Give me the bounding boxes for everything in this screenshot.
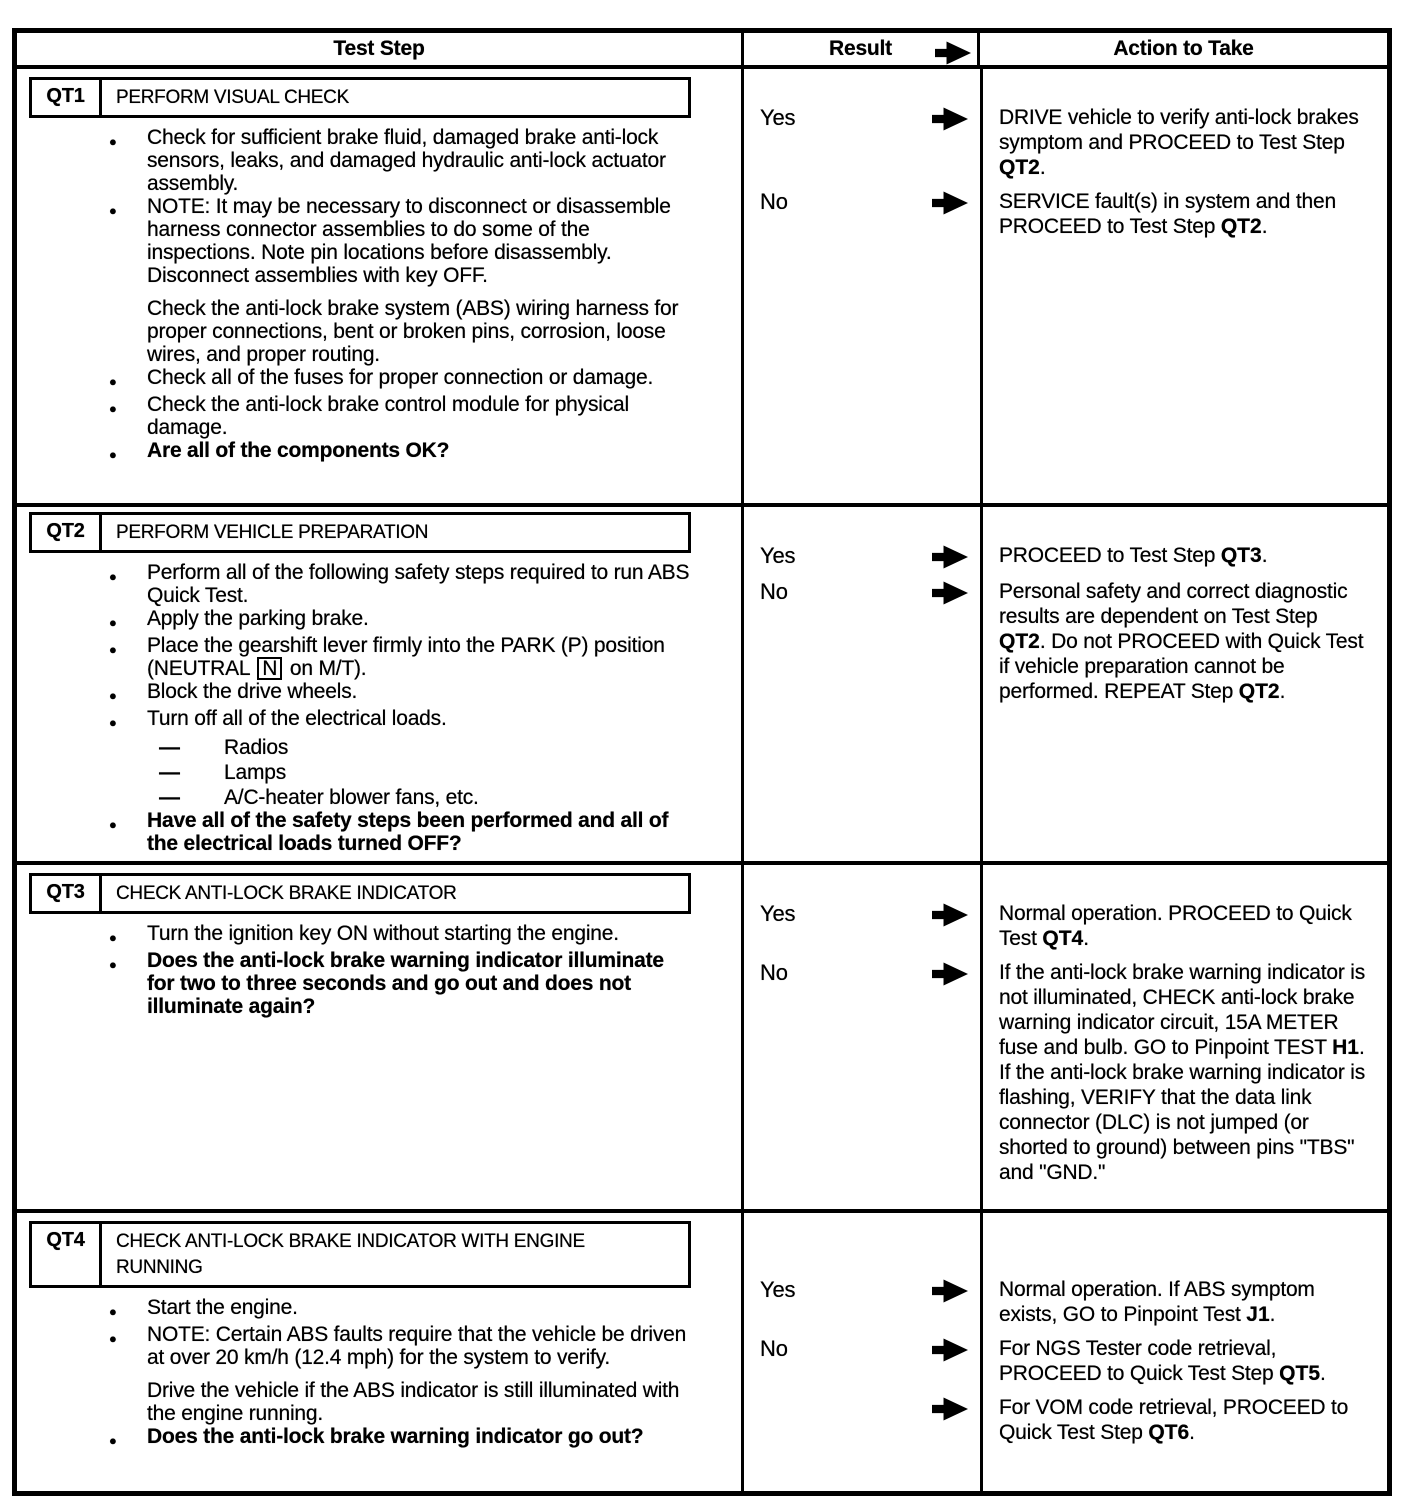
text-segment: . Do not PROCEED with Quick Test if vehicle preparation cannot be performed. REPEAT Step	[999, 630, 1364, 703]
result-label: No	[760, 1336, 788, 1361]
item-text	[147, 680, 691, 707]
bullet-icon: ●	[109, 447, 117, 462]
test-step-cell	[17, 865, 744, 1209]
column-header-result	[744, 33, 980, 65]
text-segment: For NGS Tester code retrieval, PROCEED to Quick Test Step	[999, 1337, 1280, 1385]
text-segment: QT5	[1279, 1362, 1320, 1385]
result-branch	[744, 1277, 1387, 1327]
result-action-cell	[744, 507, 1387, 861]
text-segment: PROCEED to Test Step	[999, 544, 1221, 567]
test-step-cell	[17, 1213, 744, 1491]
result-branch	[744, 543, 1387, 570]
bullet-icon: ●	[109, 374, 117, 389]
text-segment: A/C-heater blower fans, etc.	[224, 786, 479, 809]
bullet-item	[109, 707, 691, 734]
text-segment: Check the anti-lock brake control module for physical damage.	[147, 393, 629, 439]
item-text	[147, 439, 691, 466]
bullet-icon: ●	[109, 1331, 117, 1346]
bullet-icon: ●	[109, 715, 117, 730]
diagnostic-quick-test-table	[12, 28, 1392, 1496]
text-segment: QT2	[999, 630, 1040, 653]
item-text	[224, 761, 691, 784]
result-cell	[744, 1277, 980, 1327]
test-row-qt4	[17, 1209, 1387, 1491]
text-segment: Normal operation. If ABS symptom exists, GO to Pinpoint Test	[999, 1278, 1315, 1326]
action-text	[980, 1277, 1387, 1327]
item-text	[147, 1379, 691, 1425]
bullet-item	[109, 1296, 691, 1323]
spacer	[109, 297, 147, 366]
arrow-icon	[932, 961, 968, 987]
result-cell	[744, 543, 980, 570]
result-branch	[744, 1395, 1387, 1445]
paragraph-item	[109, 297, 691, 366]
text-segment: Does the anti-lock brake warning indicator illuminate for two to three seconds and go out and does not illuminate again?	[147, 949, 664, 1018]
text-segment: NOTE: Certain ABS faults require that the vehicle be driven at over 20 km/h (12.4 mph) for the system to verify.	[147, 1323, 687, 1369]
test-row-qt2	[17, 503, 1387, 861]
item-text	[147, 707, 691, 734]
bullet-item	[109, 922, 691, 949]
text-segment: QT3	[1220, 544, 1262, 567]
bullet-icon: ●	[109, 817, 117, 832]
bullet-item	[109, 680, 691, 707]
bullet-item	[109, 634, 691, 680]
result-branch	[744, 1336, 1387, 1386]
text-segment: Check the anti-lock brake system (ABS) wiring harness for proper connections, bent or broken pins, corrosion, loose wires, and proper routing.	[147, 297, 679, 366]
text-segment: . If the anti-lock brake warning indicator is flashing, VERIFY that the data link connector (DLC) is not jumped (or shorted to ground) between pins "TBS" and "GND."	[999, 1036, 1366, 1184]
test-step-title: PERFORM VEHICLE PREPARATION	[116, 522, 429, 543]
test-step-id: QT1	[32, 80, 102, 115]
test-step-title: PERFORM VISUAL CHECK	[116, 87, 349, 108]
arrow-icon	[932, 106, 968, 132]
result-label: No	[760, 189, 788, 214]
text-segment: Check for sufficient brake fluid, damaged brake anti-lock sensors, leaks, and damaged hydraulic anti-lock actuator assembly.	[147, 126, 666, 195]
result-label: Yes	[760, 105, 796, 130]
bullet-icon: ●	[109, 1433, 117, 1448]
text-segment: QT4	[1042, 927, 1084, 950]
text-segment: Are all of the components OK?	[147, 439, 450, 462]
arrow-icon	[932, 1396, 968, 1422]
test-step-header-band	[29, 77, 691, 118]
item-text	[147, 1425, 691, 1452]
text-segment: NOTE: It may be necessary to disconnect or disassemble harness connector assemblies to do some of the inspections. Note pin locations before disassembly. Disconnect assemblies with key OFF.	[147, 195, 671, 287]
result-label: Yes	[760, 1277, 796, 1302]
bullet-item	[109, 949, 691, 1018]
bullet-icon: ●	[109, 688, 117, 703]
arrow-icon	[932, 1278, 968, 1304]
result-branch	[744, 901, 1387, 951]
test-step-title: CHECK ANTI-LOCK BRAKE INDICATOR	[116, 883, 457, 904]
item-text	[224, 736, 691, 759]
result-action-cell	[744, 1213, 1387, 1491]
arrow-icon	[932, 190, 968, 216]
bullet-item	[109, 1425, 691, 1452]
text-segment: Block the drive wheels.	[147, 680, 358, 703]
result-branch	[744, 105, 1387, 180]
dash-icon: —	[159, 736, 180, 759]
text-segment: Have all of the safety steps been performed and all of the electrical loads turned OFF?	[147, 809, 669, 855]
dash-item	[159, 786, 691, 809]
item-text	[147, 195, 691, 287]
text-segment: Drive the vehicle if the ABS indicator is still illuminated with the engine running.	[147, 1379, 680, 1425]
item-text	[224, 786, 691, 809]
action-text	[980, 189, 1387, 239]
result-cell	[744, 105, 980, 180]
text-segment: Start the engine.	[147, 1296, 298, 1319]
bullet-item	[109, 439, 691, 466]
item-text	[147, 1296, 691, 1323]
item-text	[147, 366, 691, 393]
text-segment: Normal operation. PROCEED to Quick Test	[999, 902, 1352, 950]
bullet-icon: ●	[109, 957, 117, 972]
text-segment: For VOM code retrieval, PROCEED to Quick Test Step	[999, 1396, 1349, 1444]
column-header-test-step	[17, 33, 744, 65]
action-text	[980, 1395, 1387, 1445]
test-step-instructions	[17, 922, 691, 1018]
item-text	[147, 1323, 691, 1369]
bullet-item	[109, 561, 691, 607]
action-text	[980, 579, 1387, 704]
table-body	[17, 69, 1387, 1491]
test-step-id: QT4	[32, 1224, 102, 1285]
text-segment: .	[1261, 544, 1268, 567]
bullet-icon: ●	[109, 930, 117, 945]
arrow-icon	[932, 544, 968, 570]
result-label: Yes	[760, 901, 796, 926]
bullet-icon: ●	[109, 203, 117, 218]
bullet-item	[109, 393, 691, 439]
item-text	[147, 922, 691, 949]
text-segment: .	[1189, 1421, 1195, 1444]
result-label: No	[760, 579, 788, 604]
test-step-title: CHECK ANTI-LOCK BRAKE INDICATOR WITH ENGINE RUNNING	[116, 1231, 585, 1278]
text-segment: Radios	[224, 736, 289, 759]
action-text	[980, 901, 1387, 951]
text-segment: .	[1039, 156, 1046, 179]
text-segment: Personal safety and correct diagnostic results are dependent on Test Step	[999, 580, 1348, 628]
action-text	[980, 543, 1387, 570]
dash-item	[159, 736, 691, 759]
result-cell	[744, 1336, 980, 1386]
text-segment: on M/T).	[284, 657, 367, 680]
result-cell	[744, 1395, 980, 1445]
bullet-icon: ●	[109, 401, 117, 416]
test-step-cell	[17, 507, 744, 861]
test-step-header-band	[29, 873, 691, 914]
text-segment: Perform all of the following safety steps required to run ABS Quick Test.	[147, 561, 690, 607]
item-text	[147, 607, 691, 634]
result-branch	[744, 579, 1387, 704]
text-segment: QT2	[1238, 680, 1280, 703]
text-segment: J1	[1246, 1303, 1270, 1326]
test-step-instructions	[17, 561, 691, 855]
text-segment: Apply the parking brake.	[147, 607, 369, 630]
bullet-icon: ●	[109, 569, 117, 584]
test-step-instructions	[17, 1296, 691, 1452]
arrow-icon	[932, 580, 968, 606]
bullet-icon: ●	[109, 615, 117, 630]
text-segment: Check all of the fuses for proper connection or damage.	[147, 366, 654, 389]
result-action-cell	[744, 69, 1387, 503]
action-text	[980, 105, 1387, 180]
item-text	[147, 561, 691, 607]
text-segment: .	[1320, 1362, 1326, 1385]
result-label: Yes	[760, 543, 796, 568]
item-text	[147, 393, 691, 439]
text-segment: .	[1083, 927, 1089, 950]
test-row-qt3	[17, 861, 1387, 1209]
test-row-qt1	[17, 69, 1387, 503]
text-segment: QT6	[1148, 1421, 1190, 1444]
action-text	[980, 960, 1387, 1185]
item-text	[147, 126, 691, 195]
bullet-item	[109, 366, 691, 393]
text-segment: .	[1261, 215, 1268, 238]
paragraph-item	[109, 1379, 691, 1425]
bullet-item	[109, 607, 691, 634]
result-branch	[744, 960, 1387, 1185]
item-text	[147, 297, 691, 366]
item-text	[147, 634, 691, 680]
test-step-header-label: Test Step	[333, 37, 425, 60]
column-header-action	[980, 33, 1387, 65]
arrow-icon	[932, 1337, 968, 1363]
result-branch	[744, 189, 1387, 239]
bullet-icon: ●	[109, 1304, 117, 1319]
boxed-letter: N	[257, 657, 282, 680]
result-label: No	[760, 960, 788, 985]
result-cell	[744, 579, 980, 704]
result-cell	[744, 901, 980, 951]
text-segment: Place the gearshift lever firmly into the PARK (P) position (NEUTRAL	[147, 634, 665, 680]
arrow-icon	[932, 902, 968, 928]
item-text	[147, 949, 691, 1018]
text-segment: Turn off all of the electrical loads.	[147, 707, 447, 730]
result-cell	[744, 189, 980, 239]
text-segment: DRIVE vehicle to verify anti-lock brakes symptom and PROCEED to Test Step	[999, 106, 1359, 154]
action-header-label: Action to Take	[1113, 37, 1254, 60]
dash-icon: —	[159, 761, 180, 784]
result-cell	[744, 960, 980, 1185]
bullet-item	[109, 195, 691, 287]
bullet-icon: ●	[109, 642, 117, 657]
test-step-instructions	[17, 126, 691, 466]
item-text	[147, 809, 691, 855]
test-step-header-band	[29, 1221, 691, 1288]
spacer	[109, 1379, 147, 1425]
text-segment: .	[1269, 1303, 1276, 1326]
result-header-label: Result	[829, 37, 892, 60]
test-step-id: QT2	[32, 515, 102, 550]
test-step-cell	[17, 69, 744, 503]
bullet-item	[109, 1323, 691, 1369]
bullet-item	[109, 126, 691, 195]
text-segment: If the anti-lock brake warning indicator is not illuminated, CHECK anti-lock brake warning indicator circuit, 15A METER fuse and bulb. GO to Pinpoint TEST	[999, 961, 1366, 1059]
action-text	[980, 1336, 1387, 1386]
result-action-cell	[744, 865, 1387, 1209]
dash-icon: —	[159, 786, 180, 809]
text-segment: Turn the ignition key ON without starting the engine.	[147, 922, 619, 945]
test-step-id: QT3	[32, 876, 102, 911]
text-segment: Does the anti-lock brake warning indicator go out?	[147, 1425, 644, 1448]
test-step-header-band	[29, 512, 691, 553]
dash-item	[159, 761, 691, 784]
text-segment: SERVICE fault(s) in system and then PROCEED to Test Step	[999, 190, 1336, 238]
bullet-item	[109, 809, 691, 855]
text-segment: Lamps	[224, 761, 287, 784]
text-segment: .	[1279, 680, 1286, 703]
text-segment: H1	[1332, 1036, 1359, 1059]
text-segment: QT2	[999, 156, 1040, 179]
text-segment: QT2	[1220, 215, 1262, 238]
arrow-icon	[935, 40, 971, 66]
table-header-row	[17, 33, 1387, 69]
bullet-icon: ●	[109, 134, 117, 149]
